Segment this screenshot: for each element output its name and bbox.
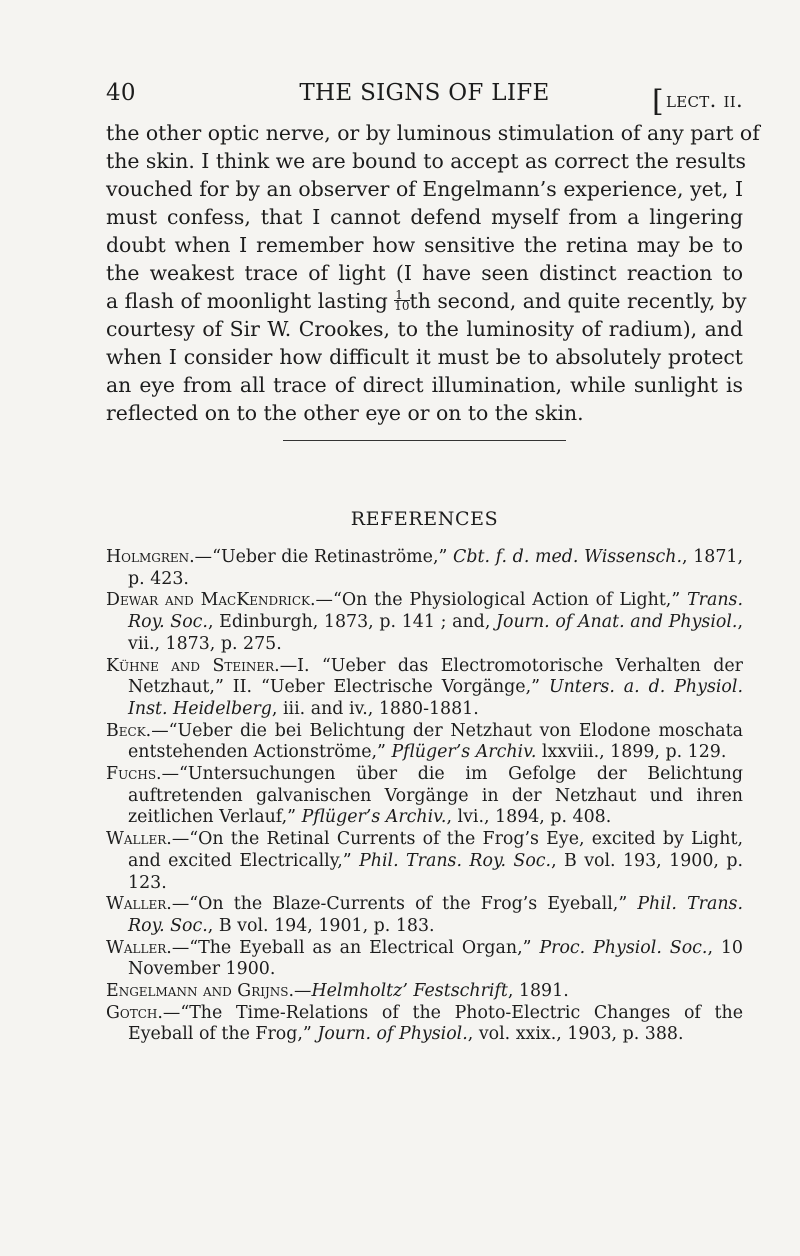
section-text: lect. ii. (666, 88, 743, 112)
reference-journal: Journ. of Physiol. (317, 1024, 468, 1045)
references-heading: REFERENCES (350, 508, 499, 530)
reference-journal: Helmholtz’ Festschrift (311, 981, 508, 1002)
reference-title: —“On the Retinal Currents of the Frog’s Eye, excited by Light, and excited Electrically,” (128, 829, 743, 871)
book-page (106, 0, 760, 1256)
body-line: doubt when I remember how sensitive the retina may be to (106, 233, 743, 257)
fraction-after: th second, and quite recently, by (409, 289, 747, 313)
body-line: the other optic nerve, or by luminous stimulation of any part of (106, 121, 760, 145)
reference-author: Waller. (106, 894, 172, 915)
reference-entry (106, 894, 743, 937)
reference-author: Engelmann and Grijns. (106, 981, 295, 1002)
body-line-fraction (106, 287, 747, 315)
reference-journal: Proc. Physiol. Soc. (539, 937, 708, 958)
reference-entry (106, 1003, 743, 1046)
reference-title: — (294, 981, 312, 1002)
body-line: reflected on to the other eye or on to the skin. (106, 401, 584, 425)
reference-details-second: , vii., 1873, p. 275. (128, 612, 743, 654)
reference-entry (106, 981, 743, 1003)
reference-entry (106, 656, 743, 721)
reference-entry (106, 547, 743, 590)
reference-entry (106, 829, 743, 894)
reference-details: , B vol. 193, 1900, p. 123. (128, 850, 743, 893)
body-line: an eye from all trace of direct illumination, while sunlight is (106, 373, 743, 397)
reference-journal: Trans. Roy. Soc. (128, 590, 743, 633)
fraction (394, 290, 409, 311)
reference-journal: Pflüger’s Archiv. (391, 742, 537, 763)
reference-title: —“The Time-Relations of the Photo-Electric Changes of the Eyeball of the Frog,” (128, 1002, 743, 1045)
reference-title: —“The Eyeball as an Electrical Organ,” (171, 937, 540, 958)
fraction-denominator: 10 (394, 299, 410, 313)
page-number: 40 (106, 80, 136, 106)
reference-entry (106, 764, 743, 829)
reference-title: —“Untersuchungen über die im Gefolge der Belichtung auftretenden galvanischen Vorgänge in der Netzhaut und ihren zeitlichen Verlauf,” (128, 764, 743, 828)
reference-title: —“Ueber die Retinaströme,” (194, 547, 454, 567)
section-divider (283, 440, 566, 441)
reference-author: Kühne and Steiner. (106, 655, 280, 676)
body-line: vouched for by an observer of Engelmann’s experience, yet, I (106, 177, 743, 201)
reference-details: , B vol. 194, 1901, p. 183. (207, 915, 435, 936)
reference-entry (106, 590, 743, 655)
body-line: the weakest trace of light (I have seen distinct reaction to (106, 261, 743, 285)
section-label (652, 80, 743, 119)
body-line: courtesy of Sir W. Crookes, to the luminosity of radium), and (106, 317, 743, 341)
reference-author: Dewar and MacKendrick. (106, 590, 316, 611)
reference-journal: Unters. a. d. Physiol. Inst. Heidelberg (128, 677, 743, 719)
reference-details: lxxviii., 1899, p. 129. (536, 742, 727, 763)
references-list (106, 547, 743, 1046)
reference-author: Beck. (106, 720, 152, 741)
reference-details: , 10 November 1900. (128, 937, 744, 980)
body-line: when I consider how difficult it must be to absolutely protect (106, 345, 743, 369)
reference-entry (106, 938, 743, 981)
reference-author: Waller. (106, 937, 172, 958)
body-paragraph (106, 119, 760, 427)
reference-journal: Cbt. f. d. med. Wissensch. (453, 547, 682, 567)
reference-title: —I. “Ueber das Electromotorische Verhalten der Netzhaut,” II. “Ueber Electrische Vorgänge,” (128, 655, 744, 698)
running-header (106, 80, 743, 119)
fraction-before: a flash of moonlight lasting (106, 289, 395, 313)
section-bracket: [ (652, 84, 665, 119)
reference-details: , 1891. (507, 981, 569, 1002)
reference-journal: Phil. Trans. Roy. Soc. (359, 850, 552, 871)
reference-details: , lvi., 1894, p. 408. (446, 807, 612, 828)
reference-journal: Pflüger’s Archiv. (301, 807, 447, 828)
reference-title: —“Ueber die bei Belichtung der Netzhaut von Elodone moschata entstehenden Actionströme,” (128, 720, 743, 763)
reference-author: Fuchs. (106, 764, 162, 785)
running-title: THE SIGNS OF LIFE (299, 80, 550, 106)
fraction-numerator: 1 (394, 290, 409, 301)
reference-details: , 1871, p. 423. (128, 547, 743, 589)
reference-author: Holmgren. (106, 547, 195, 567)
reference-journal: Phil. Trans. Roy. Soc. (128, 894, 743, 936)
body-line: the skin. I think we are bound to accept as correct the results (106, 149, 746, 173)
reference-title: —“On the Physiological Action of Light,” (315, 590, 688, 611)
reference-author: Gotch. (106, 1002, 163, 1023)
reference-details: , iii. and iv., 1880-1881. (271, 698, 479, 719)
reference-details: , vol. xxix., 1903, p. 388. (467, 1024, 684, 1045)
reference-details: , Edinburgh, 1873, p. 141 ; and, (207, 612, 497, 633)
reference-entry (106, 721, 743, 764)
body-line: must confess, that I cannot defend myself from a lingering (106, 205, 743, 229)
reference-title: —“On the Blaze-Currents of the Frog’s Eyeball,” (171, 894, 638, 915)
reference-journal-second: Journ. of Anat. and Physiol. (496, 612, 738, 633)
reference-author: Waller. (106, 829, 172, 850)
